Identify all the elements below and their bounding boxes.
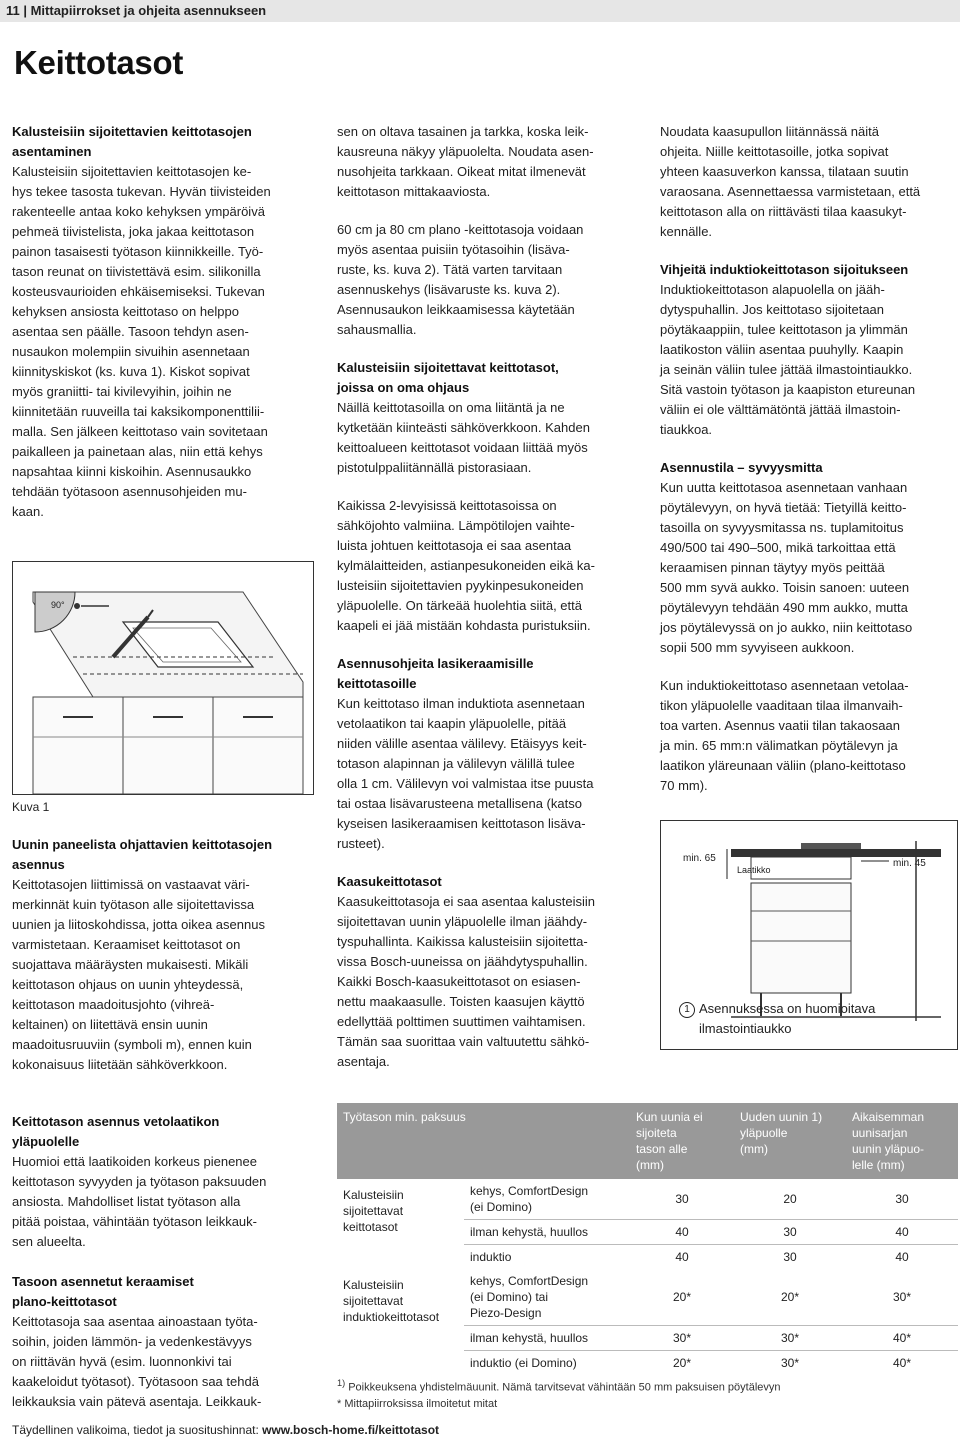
section-heading: Kalusteisiin sijoitettavat keittotasot, joissa on oma ohjaus bbox=[337, 360, 559, 395]
value-old-oven: 30 bbox=[895, 1192, 909, 1206]
row-description: induktio (ei Domino) bbox=[464, 1351, 630, 1376]
min45-label: min. 45 bbox=[893, 858, 926, 869]
table-row bbox=[337, 1269, 958, 1326]
footer-text: Täydellinen valikoima, tiedot ja suositushinnat: bbox=[12, 1423, 263, 1437]
legend-marker: 1 bbox=[679, 1002, 695, 1018]
value-no-oven: 30 bbox=[675, 1192, 689, 1206]
section-lasikeraamisille bbox=[337, 654, 637, 854]
value-old-oven: 40* bbox=[846, 1326, 958, 1351]
footer bbox=[12, 1423, 439, 1437]
value-old-oven: 40 bbox=[846, 1245, 958, 1270]
table-header-row bbox=[337, 1103, 958, 1179]
section-text: Kaikissa 2-levyisissä keittotasoissa on sähköjohto valmiina. Lämpötilojen vaihte- luista johtuen keittotasoja ei saa asentaa kylmälaitteiden, astianpesukoneiden eikä ka- lusteisiin sijoitettavien pyykinpesukoneiden yläpuolelle. On tärkeää huolehtia siitä, että kaapeli ei jää mistään kohdasta puristuksiin. bbox=[337, 498, 595, 633]
section-vetolaatikko bbox=[12, 1112, 312, 1252]
column-1-top bbox=[12, 122, 312, 540]
section-heading: Keittotason asennus vetolaatikon yläpuolelle bbox=[12, 1114, 220, 1149]
row-description: kehys, ComfortDesign (ei Domino) bbox=[470, 1184, 589, 1214]
footer-link[interactable]: www.bosch-home.fi/keittotasot bbox=[262, 1423, 440, 1437]
section-heading: Asennustila – syvyysmitta bbox=[660, 460, 823, 475]
footnote-1 bbox=[337, 1375, 781, 1396]
value-new-oven: 30 bbox=[734, 1245, 846, 1270]
value-no-oven: 40 bbox=[630, 1220, 734, 1245]
section-text: Kun keittotaso ilman induktiota asennetaan vetolaatikon tai kaapin yläpuolelle, pitää niiden välille asentaa välilevy. Etäisyys keit- totason alapinnan ja välilevyn välillä tulee olla 1 cm. Välilevyn voi valmistaa itse puusta tai ostaa lisävarusteena metallisena (katso kyseisen lasikeraamisen keittotason lisäva- rusteet). bbox=[337, 696, 594, 851]
angle-label: 90° bbox=[51, 600, 65, 610]
value-old-oven: 40 bbox=[846, 1220, 958, 1245]
figure-1-drawing bbox=[13, 562, 313, 794]
table-body bbox=[337, 1179, 958, 1375]
table-header-cell: Työtason min. paksuus bbox=[337, 1103, 630, 1179]
footnote-1-text: Poikkeuksena yhdistelmäuunit. Nämä tarvitsevat vähintään 50 mm paksuisen pöytälevyn bbox=[348, 1381, 781, 1394]
header-bar bbox=[0, 0, 960, 22]
footnote-2: * Mittapiirroksissa ilmoitetut mitat bbox=[337, 1397, 498, 1410]
row-group-label: Kalusteisiin sijoitettavat induktiokeittotasot bbox=[343, 1278, 440, 1324]
section-heading: Vihjeitä induktiokeittotason sijoitukseen bbox=[660, 262, 909, 277]
value-old-oven: 40* bbox=[846, 1351, 958, 1376]
section-induktio-vihjeita bbox=[660, 260, 960, 440]
table-header-cell: Uuden uunin 1) yläpuolle (mm) bbox=[734, 1103, 846, 1179]
value-new-oven: 30 bbox=[734, 1220, 846, 1245]
section-heading: Uunin paneelista ohjattavien keittotasojen asennus bbox=[12, 837, 273, 872]
row-description: ilman kehystä, huullos bbox=[464, 1220, 630, 1245]
section-text: sen on oltava tasainen ja tarkka, koska leik- kausreuna näkyy yläpuolelta. Noudata asen- nusohjeita tarkkaan. Oikeat mitat ilmenevät keittotason mittakaaviosta. bbox=[337, 124, 594, 199]
figure-2 bbox=[660, 820, 958, 1050]
section-text: Induktiokeittotason alapuolella on jääh- dytyspuhallin. Jos keittotaso sijoitetaan pöytäkaappiin, tulee keittotason ja ylimmän laatikoston väliin asentaa puuhylly. Kaapin ja seinän väliin tulee jättää ilmastointiaukko. Sitä vastoin työtason ja kaapiston etureunan väliin ei ole välttämätöntä jättää ilmastoin- tiaukkoa. bbox=[660, 282, 916, 437]
section-heading: Kalusteisiin sijoitettavien keittotasojen asentaminen bbox=[12, 124, 252, 159]
page-title: Keittotasot bbox=[14, 44, 184, 81]
column-3 bbox=[660, 122, 960, 814]
value-no-oven: 20* bbox=[630, 1351, 734, 1376]
row-description: induktio bbox=[464, 1245, 630, 1270]
section-text: Kaasukeittotasoja ei saa asentaa kalusteisiin sijoitettavan uunin yläpuolelle ilman jäähdy- tyspuhallinta. Kaikissa kalusteisiin sijoitetta- vissa Bosch-uuneissa on jäähdytyspuhallin. Kaikki Bosch-kaasukeittotasot on esiasen- nettu maakaasulle. Toisten kaasujen käyttö edellyttää polttimen suuttimen vaihtamisen. Tämän saa suorittaa vain valtuutettu sähkö- asentaja. bbox=[337, 894, 595, 1069]
section-col2-intro bbox=[337, 122, 637, 202]
min65-label: min. 65 bbox=[683, 853, 716, 864]
value-new-oven: 30* bbox=[734, 1326, 846, 1351]
column-1-bottom bbox=[12, 835, 312, 1430]
section-oma-ohjaus bbox=[337, 358, 637, 478]
value-new-oven: 20* bbox=[780, 1290, 800, 1304]
section-syvyysmitta bbox=[660, 458, 960, 658]
section-text: 60 cm ja 80 cm plano -keittotasoja voidaan myös asentaa puisiin työtasoihin (lisäva- ruste, ks. kuva 2). Tätä varten tarvitaan asennuskehys (lisävaruste ks. kuva 2). Asennusaukon leikkaamisessa käytetään sahausmallia. bbox=[337, 222, 584, 337]
value-old-oven: 30* bbox=[892, 1290, 912, 1304]
section-text: Keittotasojen liittimissä on vastaavat väri- merkinnät kuin työtason alle sijoitettavissa uunien ja liitoskohdissa, jotta oikea asennus varmistetaan. Keraamiset keittotasot on suojattava määräysten mukaisesti. Mikäli keittotason ohjaus on uunin yhteydessä, keittotason maadoitusjohto (vihreä- keltainen) on liitettävä ensin uunin maadoitusruuviin (symboli m), ennen kuin kokonaisuus liitetään sähköverkkoon. bbox=[12, 877, 265, 1072]
legend-text: Asennuksessa on huomioitava ilmastointiaukko bbox=[699, 1001, 876, 1036]
section-plano bbox=[12, 1272, 312, 1412]
figure-1 bbox=[12, 561, 314, 795]
section-heading: Asennusohjeita lasikeraamisille keittotasoille bbox=[337, 656, 534, 691]
section-vetolaatikko-induktio bbox=[660, 676, 960, 796]
row-description: ilman kehystä, huullos bbox=[464, 1326, 630, 1351]
row-description: kehys, ComfortDesign (ei Domino) tai Piezo-Design bbox=[470, 1274, 589, 1320]
figure-2-legend bbox=[679, 999, 949, 1039]
section-text: Noudata kaasupullon liitännässä näitä ohjeita. Niille keittotasoille, jotka sopivat yhteen kaasuverkon kanssa, tilataan suutin varaosana. Asennettaessa varmistetaan, että keittotason alla on riittävästi tilaa kaasukyt- kennälle. bbox=[660, 124, 921, 239]
section-col2-plano bbox=[337, 220, 637, 340]
row-group-label: Kalusteisiin sijoitettavat keittotasot bbox=[343, 1188, 404, 1234]
section-kaasupullo bbox=[660, 122, 960, 242]
section-uunin-paneelista bbox=[12, 835, 312, 1075]
column-2 bbox=[337, 122, 637, 1090]
value-new-oven: 20 bbox=[783, 1192, 797, 1206]
value-no-oven: 20* bbox=[672, 1290, 692, 1304]
section-2-levyisissa bbox=[337, 496, 637, 636]
figure-1-caption: Kuva 1 bbox=[12, 800, 50, 814]
footnote-1-mark: 1) bbox=[337, 1378, 346, 1388]
section-text: Kun induktiokeittotaso asennetaan vetolaa- tikon yläpuolelle vaaditaan tilaa ilmanvaih- toa varten. Asennus vaatii tilan takaosaan ja min. 65 mm:n välimatkan pöytälevyn ja laatikon yläreunaan väliin (plano-keittotaso 70 mm). bbox=[660, 678, 909, 793]
table-header-cell: Kun uunia ei sijoiteta tason alle (mm) bbox=[630, 1103, 734, 1179]
header-label: 11 | Mittapiirrokset ja ohjeita asennukseen bbox=[6, 3, 267, 18]
section-text: Kun uutta keittotasoa asennetaan vanhaan pöytälevyyn, on hyvä tietää: Tietyillä keitto- tasoilla on syvyysmitassa ns. tuplamitoitus 490/500 tai 490–500, mikä tarkoittaa että keraamisen pinnan täytyy myös peittää 500 mm syvä aukko. Toisin sanoen: uuteen pöytälevyyn tehdään 490 mm aukko, mutta jos pöytälevyssä on jo aukko, niin keittotaso sopii 500 mm syvyiseen aukkoon. bbox=[660, 480, 913, 655]
section-kalusteisiin bbox=[12, 122, 312, 522]
section-text: Näillä keittotasoilla on oma liitäntä ja ne kytketään kiinteästi sähköverkkoon. Kahden keittoalueen keittotasot voidaan liittää myös pistotulppaliitännällä pistorasiaan. bbox=[337, 400, 590, 475]
section-text: Keittotasoja saa asentaa ainoastaan työta- soihin, joiden lämmön- ja vedenkestävyys on riittävän hyvä (esim. luonnonkivi tai kaakeloidut työtasot). Työtasoon saa tehdä leikkauksia vain pätevä asentaja. Leikkauk- bbox=[12, 1314, 262, 1409]
section-heading: Kaasukeittotasot bbox=[337, 874, 442, 889]
section-heading: Tasoon asennetut keraamiset plano-keittotasot bbox=[12, 1274, 194, 1309]
thickness-table bbox=[337, 1103, 958, 1375]
table-header-cell: Aikaisemman uunisarjan uunin yläpuo- lelle (mm) bbox=[846, 1103, 958, 1179]
table-notes bbox=[337, 1375, 781, 1412]
laatikko-label: Laatikko bbox=[737, 865, 771, 875]
section-kaasukeittotasot bbox=[337, 872, 637, 1072]
value-no-oven: 30* bbox=[630, 1326, 734, 1351]
section-text: Kalusteisiin sijoitettavien keittotasojen ke- hys tekee tasosta tukevan. Hyvän tiivisteiden rakenteelle antaa koko kehyksen ympäröivä pehmeä tiivistelista, joka jakaa keittotason painon tasaisesti työtason kiinnikkeille. Työ- tason reunat on tiivistettävä esim. silikonilla kosteusvaurioiden ehkäisemiseksi. Tukevan kehyksen ansiosta keittotaso on helppo asentaa sen päälle. Tasoon tehdyn asen- nusaukon molempiin sivuihin asennetaan kiinnityskiskot (ks. kuva 1). Kiskot sopivat myös graniitti- tai kivilevyihin, joihin ne kiinnitetään ruuveilla tai kaksikomponenttilii- malla. Sen jälkeen keittotaso vain sovitetaan paikalleen ja painetaan alas, niin että kehys napsahtaa kiinni kiskoihin. Asennusaukko tehdään työtasoon asennusohjeiden mu- kaan. bbox=[12, 164, 271, 519]
table-row bbox=[337, 1179, 958, 1220]
value-new-oven: 30* bbox=[734, 1351, 846, 1376]
section-text: Huomioi että laatikoiden korkeus pienenee keittotason syvyyden ja työtason paksuuden ansiosta. Mahdolliset listat työtason alla pitää poistaa, vähintään työtason leikkauk- sen alueelta. bbox=[12, 1154, 267, 1249]
value-no-oven: 40 bbox=[630, 1245, 734, 1270]
